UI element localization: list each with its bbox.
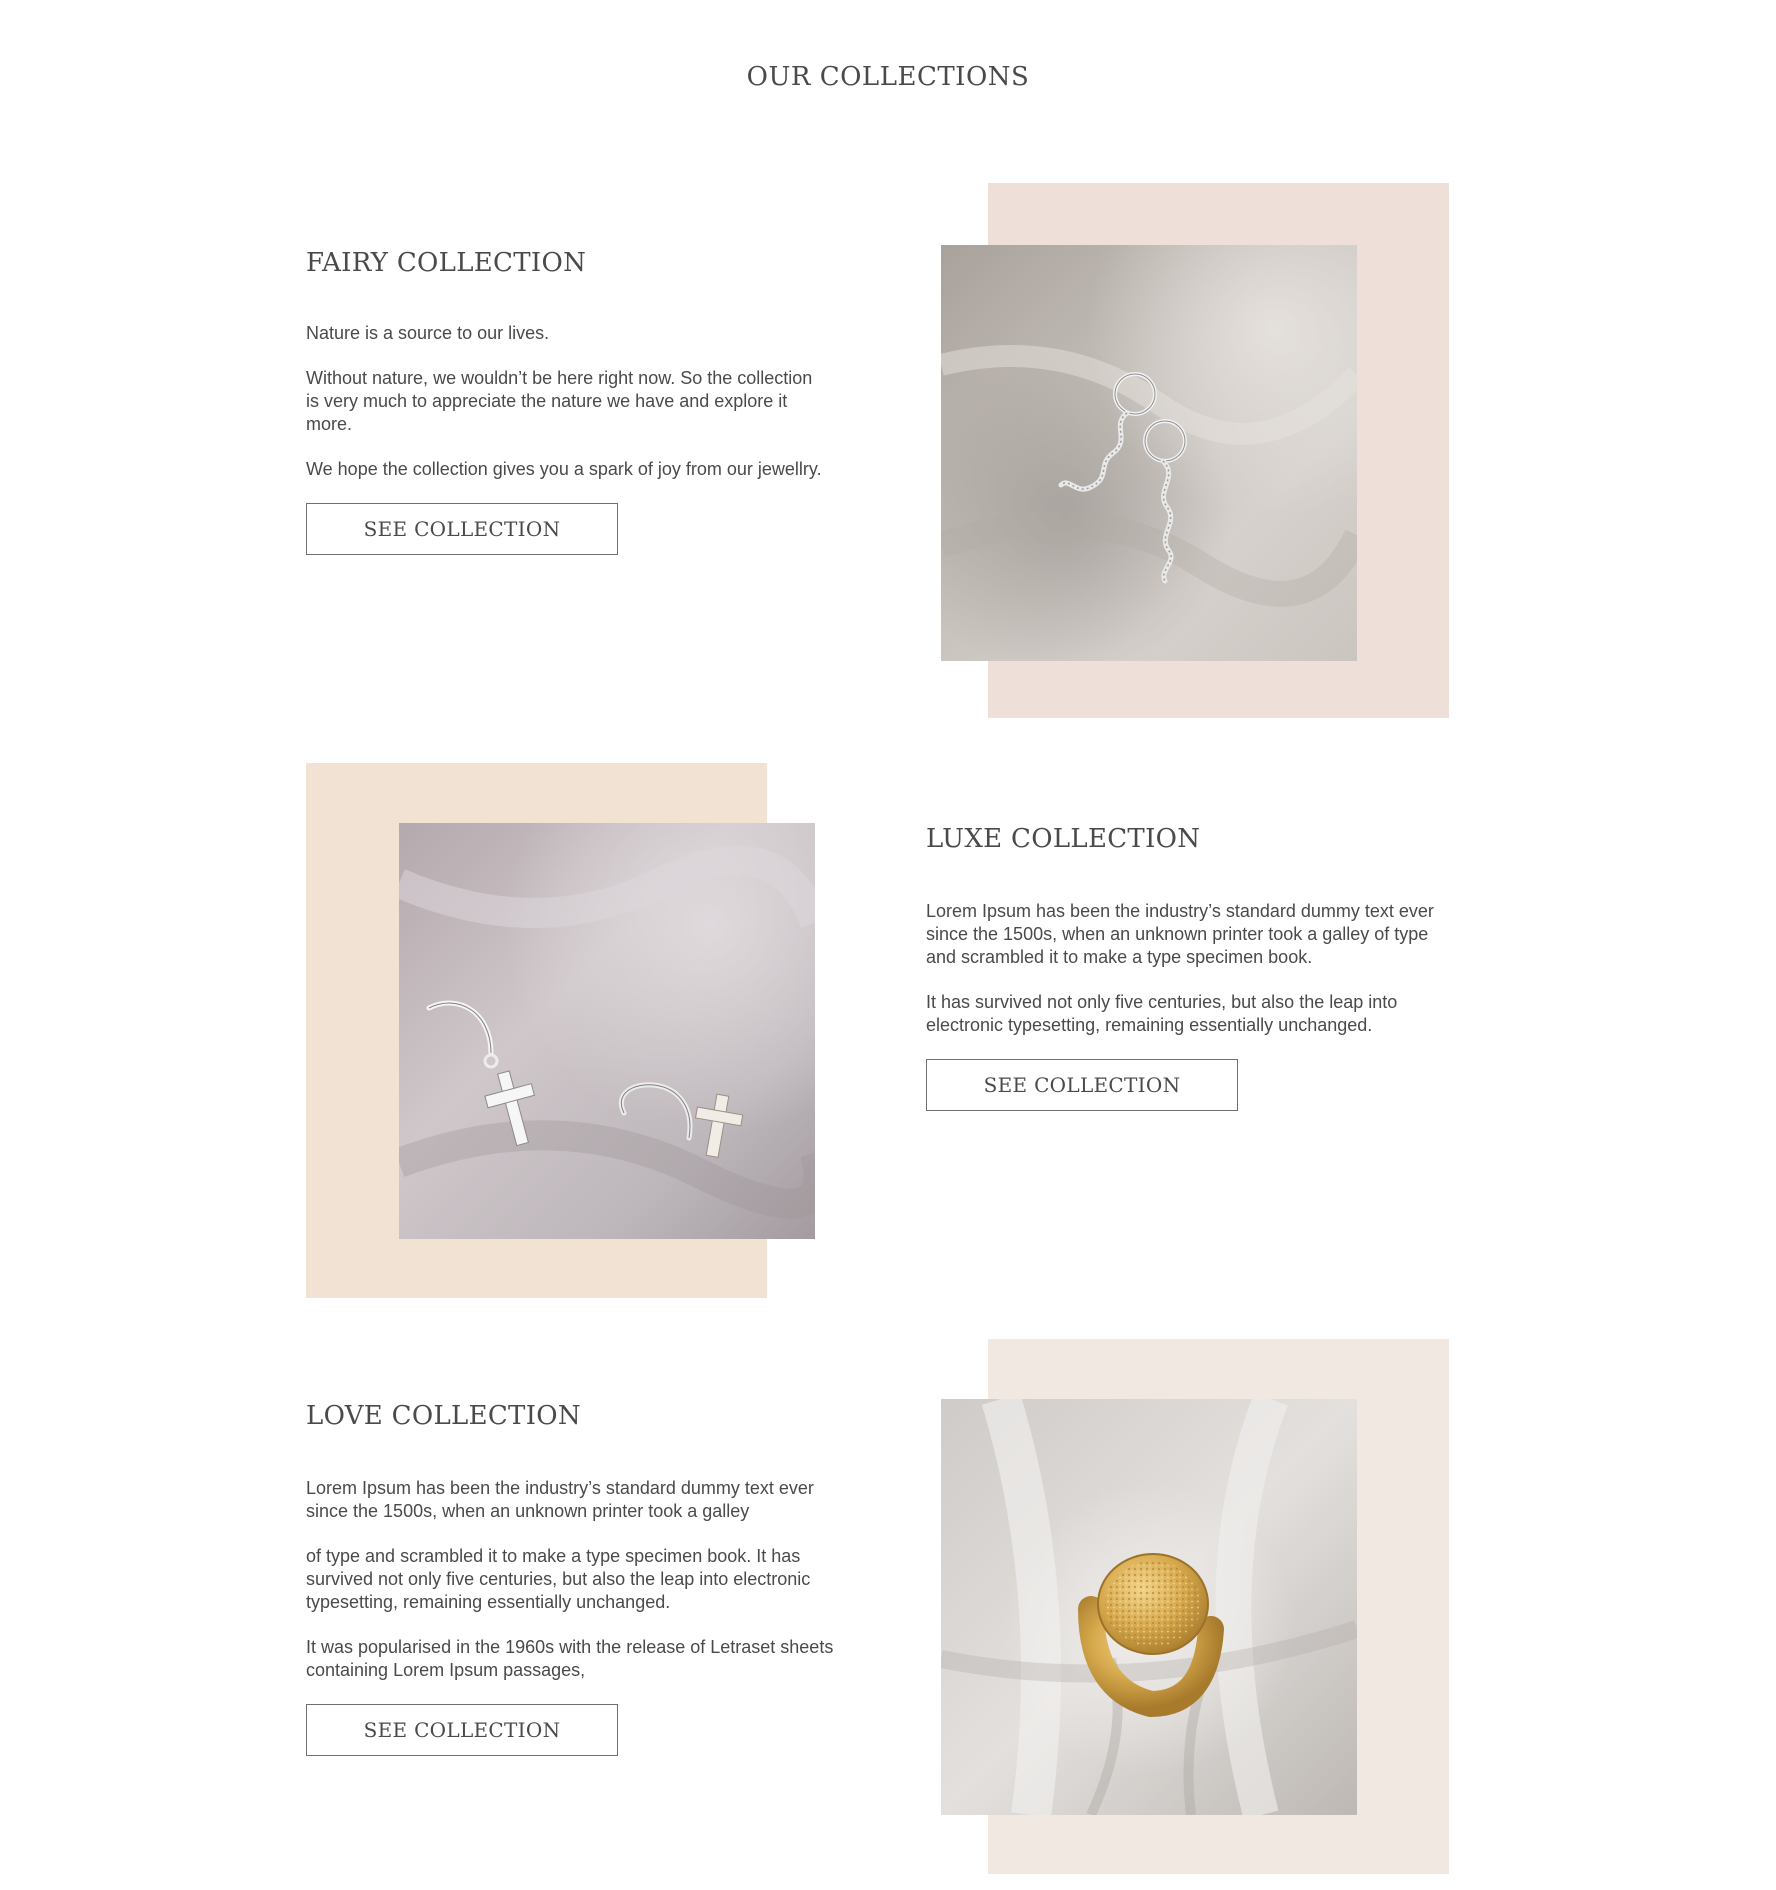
cross-earrings-photo-icon bbox=[399, 823, 815, 1239]
description-paragraph: Without nature, we wouldn’t be here right now. So the collection is very much to appreciate the nature we have and explore it more. bbox=[306, 368, 813, 434]
see-collection-button[interactable]: SEE COLLECTION bbox=[306, 1704, 618, 1756]
see-collection-button[interactable]: SEE COLLECTION bbox=[926, 1059, 1238, 1111]
page-title: OUR COLLECTIONS bbox=[746, 62, 1030, 92]
description-paragraph: Lorem Ipsum has been the industry’s standard dummy text ever since the 1500s, when an unknown printer took a galley of type and scrambled it to make a type specimen book. bbox=[926, 901, 1434, 967]
snake-earrings-photo-icon bbox=[941, 245, 1357, 661]
collection-title: LOVE COLLECTION bbox=[306, 1401, 581, 1431]
collection-title: FAIRY COLLECTION bbox=[306, 248, 587, 278]
luxe-collection-image[interactable] bbox=[399, 823, 815, 1239]
description-paragraph: It has survived not only five centuries, but also the leap into electronic typesetting, remaining essentially unchanged. bbox=[926, 992, 1398, 1035]
collection-description bbox=[306, 1477, 846, 1682]
description-paragraph: We hope the collection gives you a spark of joy from our jewellry. bbox=[306, 459, 822, 479]
description-paragraph: of type and scrambled it to make a type specimen book. It has survived not only five centuries, but also the leap into electronic typesetting, remaining essentially unchanged. bbox=[306, 1546, 811, 1612]
fairy-collection-text bbox=[306, 248, 826, 555]
description-paragraph: It was popularised in the 1960s with the release of Letraset sheets containing Lorem Ipsum passages, bbox=[306, 1637, 834, 1680]
description-paragraph: Nature is a source to our lives. bbox=[306, 323, 550, 343]
gold-signet-ring-photo-icon bbox=[941, 1399, 1357, 1815]
collection-description bbox=[306, 322, 826, 481]
see-collection-button[interactable]: SEE COLLECTION bbox=[306, 503, 618, 555]
collection-title: LUXE COLLECTION bbox=[926, 824, 1201, 854]
collection-description bbox=[926, 900, 1446, 1037]
luxe-collection-text bbox=[926, 824, 1446, 1111]
love-collection-text bbox=[306, 1401, 846, 1756]
love-collection-image[interactable] bbox=[941, 1399, 1357, 1815]
description-paragraph: Lorem Ipsum has been the industry’s standard dummy text ever since the 1500s, when an unknown printer took a galley bbox=[306, 1478, 814, 1521]
fairy-collection-image[interactable] bbox=[941, 245, 1357, 661]
